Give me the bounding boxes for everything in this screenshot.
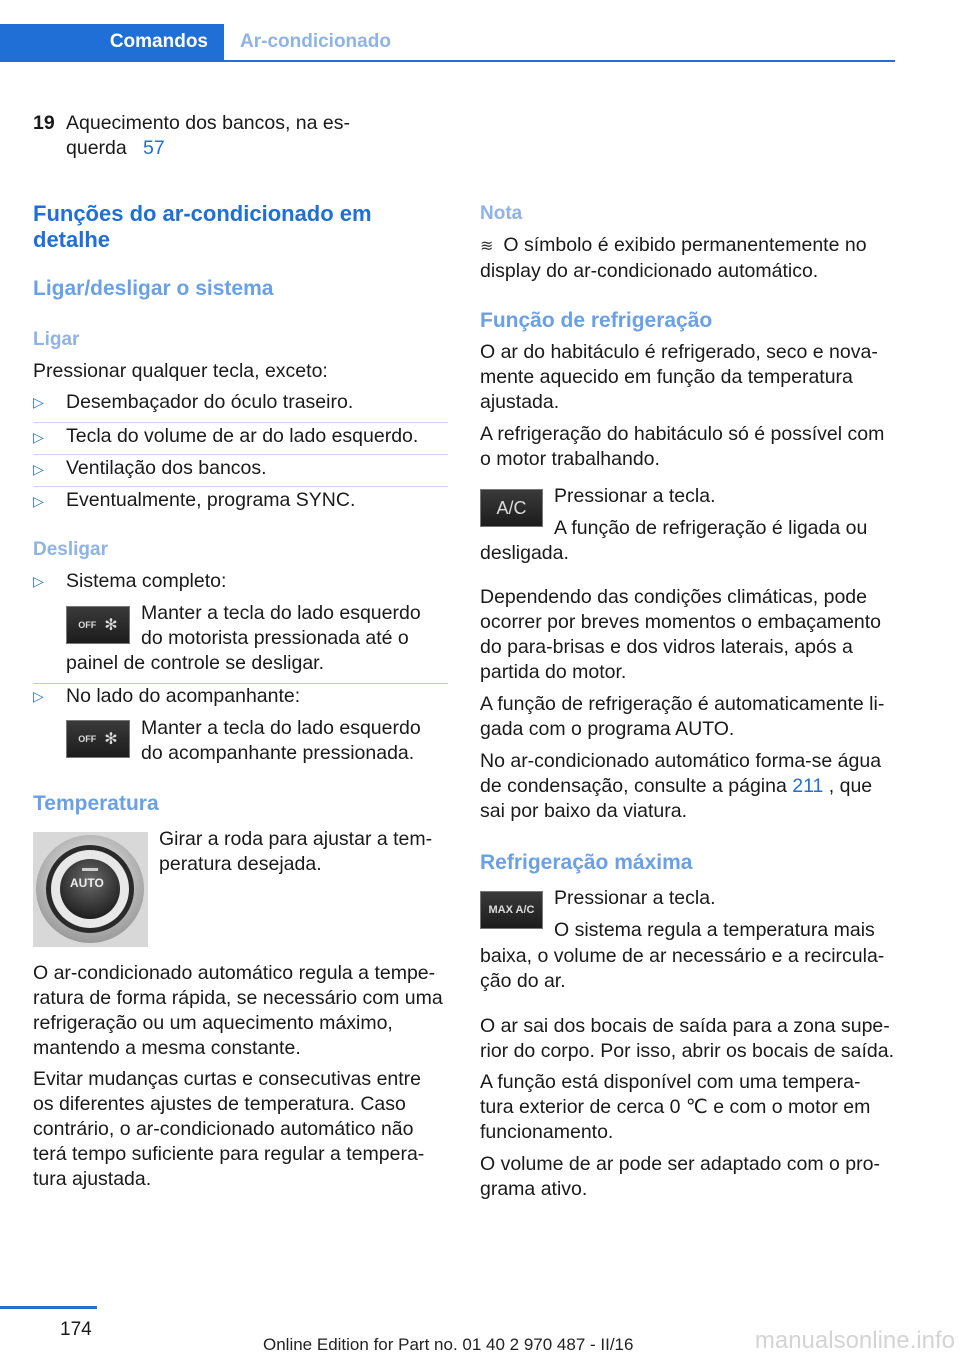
- paragraph-cool-5: [480, 749, 898, 824]
- note-text: [480, 233, 898, 284]
- item-text: [66, 111, 413, 161]
- text-line: painel de controle se desligar.: [66, 652, 325, 674]
- text-line: Pressionar a tecla.: [554, 485, 716, 507]
- text-line: ajustada.: [480, 391, 560, 413]
- triangle-bullet-icon: ▷: [33, 429, 44, 445]
- text-line: Girar a roda para ajustar a tem-: [159, 828, 433, 850]
- triangle-bullet-icon: ▷: [33, 461, 44, 477]
- list-item-text: Eventualmente, programa SYNC.: [66, 489, 356, 511]
- paragraph-cool-2: [480, 422, 898, 472]
- fan-off-button-image-passenger: [66, 720, 130, 758]
- paragraph-cool-4: [480, 692, 898, 742]
- heading-line: Funções do ar-condicionado em: [33, 201, 372, 226]
- heading-refrigeracao: Função de refrigeração: [480, 309, 713, 332]
- text-line: A função de refrigeração é automaticamente li-: [480, 693, 885, 715]
- heading-nota: Nota: [480, 203, 523, 224]
- text-line: A função está disponível com uma tempera-: [480, 1071, 861, 1093]
- text-line: grama ativo.: [480, 1178, 588, 1200]
- list-item: [33, 422, 448, 454]
- text-line: O sistema regula a temperatura mais: [554, 919, 875, 941]
- temperature-knob-image: [33, 832, 148, 947]
- section-heading-functions: [33, 201, 448, 253]
- text-line: Manter a tecla do lado esquerdo: [141, 717, 421, 739]
- text-line: sai por baixo da viatura.: [480, 800, 688, 822]
- tab-comandos[interactable]: Comandos: [0, 24, 224, 60]
- text-line: gada com o programa AUTO.: [480, 718, 735, 740]
- text-line: do motorista pressionada até o: [141, 627, 409, 649]
- text-line: desligada.: [480, 542, 569, 564]
- off-item-2-desc: [141, 716, 441, 766]
- text-line: A refrigeração do habitáculo só é possível com: [480, 423, 885, 445]
- ac-text: [554, 484, 898, 541]
- item-text-part: querda: [66, 137, 127, 159]
- max-text: [554, 886, 898, 943]
- text-line: O ar-condicionado automático regula a tempe-: [33, 962, 436, 984]
- text-part: O símbolo é exibido permanentemente no: [503, 234, 867, 256]
- text-line: No ar-condicionado automático forma-se água: [480, 750, 882, 772]
- max-ac-button-image: MAX A/C: [480, 891, 543, 929]
- text-line: os diferentes ajustes de temperatura. Caso: [33, 1093, 406, 1115]
- fan-icon: ✻: [104, 616, 118, 634]
- page-link-57[interactable]: 57: [142, 137, 165, 159]
- text-line: O volume de ar pode ser adaptado com o pro-: [480, 1153, 880, 1175]
- triangle-bullet-icon: ▷: [33, 573, 44, 589]
- fan-icon: ✻: [104, 730, 118, 748]
- off-item-title: No lado do acompanhante:: [66, 685, 301, 707]
- heading-desligar: Desligar: [33, 539, 108, 560]
- text-line: tura ajustada.: [33, 1168, 152, 1190]
- item-text-line: Aquecimento dos bancos, na es-: [66, 112, 351, 134]
- off-item-1: [33, 569, 448, 594]
- paragraph-cool-1: [480, 340, 898, 415]
- paragraph-temp-1: [33, 961, 453, 1061]
- text-line: [480, 774, 898, 799]
- watermark: manualsonline.info: [754, 1327, 955, 1354]
- text-line: mente aquecido em função da temperatura: [480, 366, 853, 388]
- footer-edition: Online Edition for Part no. 01 40 2 970 487 - II/16: [263, 1335, 634, 1354]
- text-line: tura exterior de cerca 0 ℃ e com o motor em: [480, 1096, 871, 1118]
- list-item-text: Desembaçador do óculo traseiro.: [66, 391, 354, 413]
- text-line: Dependendo das condições climáticas, pode: [480, 586, 868, 608]
- heading-line: detalhe: [33, 227, 111, 252]
- text-line: ocorrer por breves momentos o embaçamento: [480, 611, 882, 633]
- on-text: Pressionar qualquer tecla, exceto:: [33, 360, 328, 382]
- text-line: partida do motor.: [480, 661, 627, 683]
- paragraph-cool-3: [480, 585, 898, 685]
- tab-ar-condicionado[interactable]: Ar-condicionado: [240, 31, 391, 52]
- text-part: de condensação, consulte a página: [480, 775, 787, 797]
- item-text-line: [66, 136, 413, 161]
- list-item: [33, 454, 448, 486]
- text-line: o motor trabalhando.: [480, 448, 660, 470]
- list-item: [33, 486, 448, 518]
- item-number: 19: [33, 112, 55, 134]
- text-line: O ar sai dos bocais de saída para a zona supe-: [480, 1015, 890, 1037]
- text-line: peratura desejada.: [159, 853, 322, 875]
- triangle-bullet-icon: ▷: [33, 493, 44, 509]
- max-text-cont: [480, 944, 898, 994]
- paragraph-max-2: [480, 1070, 898, 1145]
- off-item-2: [33, 684, 448, 709]
- page-number: 174: [60, 1319, 92, 1340]
- heading-refrigeracao-maxima: Refrigeração máxima: [480, 851, 693, 874]
- triangle-bullet-icon: ▷: [33, 394, 44, 410]
- temp-text: [159, 827, 449, 877]
- heading-temperatura: Temperatura: [33, 792, 159, 815]
- heat-waves-icon: ≋: [480, 238, 494, 255]
- paragraph-temp-2: [33, 1067, 453, 1192]
- text-line: display do ar-condicionado automático.: [480, 260, 819, 282]
- list-item-text: Tecla do volume de ar do lado esquerdo.: [66, 425, 419, 447]
- text-line: Evitar mudanças curtas e consecutivas entre: [33, 1068, 422, 1090]
- text-line: mantendo a mesma constante.: [33, 1037, 301, 1059]
- paragraph-max-1: [480, 1014, 898, 1064]
- text-line: rior do corpo. Por isso, abrir os bocais de saída.: [480, 1040, 895, 1062]
- text-line: Manter a tecla do lado esquerdo: [141, 602, 421, 624]
- text-line: O ar do habitáculo é refrigerado, seco e nova-: [480, 341, 878, 363]
- text-line: do acompanhante pressionada.: [141, 742, 415, 764]
- text-line: ratura de forma rápida, se necessário com uma: [33, 987, 443, 1009]
- off-item-title: Sistema completo:: [66, 570, 227, 592]
- off-label: OFF: [78, 733, 97, 744]
- triangle-bullet-icon: ▷: [33, 688, 44, 704]
- heading-ligar: Ligar: [33, 329, 80, 350]
- list-item-19: [33, 111, 413, 161]
- footer-accent-line: [0, 1306, 97, 1309]
- list-item-text: Ventilação dos bancos.: [66, 457, 267, 479]
- subheading-switch: Ligar/desligar o sistema: [33, 277, 274, 300]
- text-line: refrigeração ou um aquecimento máximo,: [33, 1012, 393, 1034]
- text-part: , que: [828, 775, 873, 797]
- off-item-1-desc: [141, 601, 441, 651]
- text-line: funcionamento.: [480, 1121, 614, 1143]
- text-line: ção do ar.: [480, 970, 566, 992]
- text-line: A função de refrigeração é ligada ou: [554, 517, 868, 539]
- text-line: [480, 233, 898, 259]
- fan-off-button-image: [66, 606, 130, 644]
- off-label: OFF: [78, 619, 97, 630]
- paragraph-max-3: [480, 1152, 898, 1202]
- text-line: do para-brisas e dos vidros laterais, após a: [480, 636, 853, 658]
- ac-button-image: A/C: [480, 489, 543, 527]
- page-link-211[interactable]: 211: [792, 775, 824, 797]
- text-line: terá tempo suficiente para regular a tempera-: [33, 1143, 425, 1165]
- text-line: baixa, o volume de ar necessário e a recircula-: [480, 945, 885, 967]
- list-item: [33, 390, 448, 422]
- text-line: contrário, o ar-condicionado automático não: [33, 1118, 414, 1140]
- knob-auto-label: AUTO: [70, 876, 104, 890]
- on-exceptions-list: [33, 390, 448, 518]
- text-line: Pressionar a tecla.: [554, 887, 716, 909]
- header-bar: [0, 24, 895, 62]
